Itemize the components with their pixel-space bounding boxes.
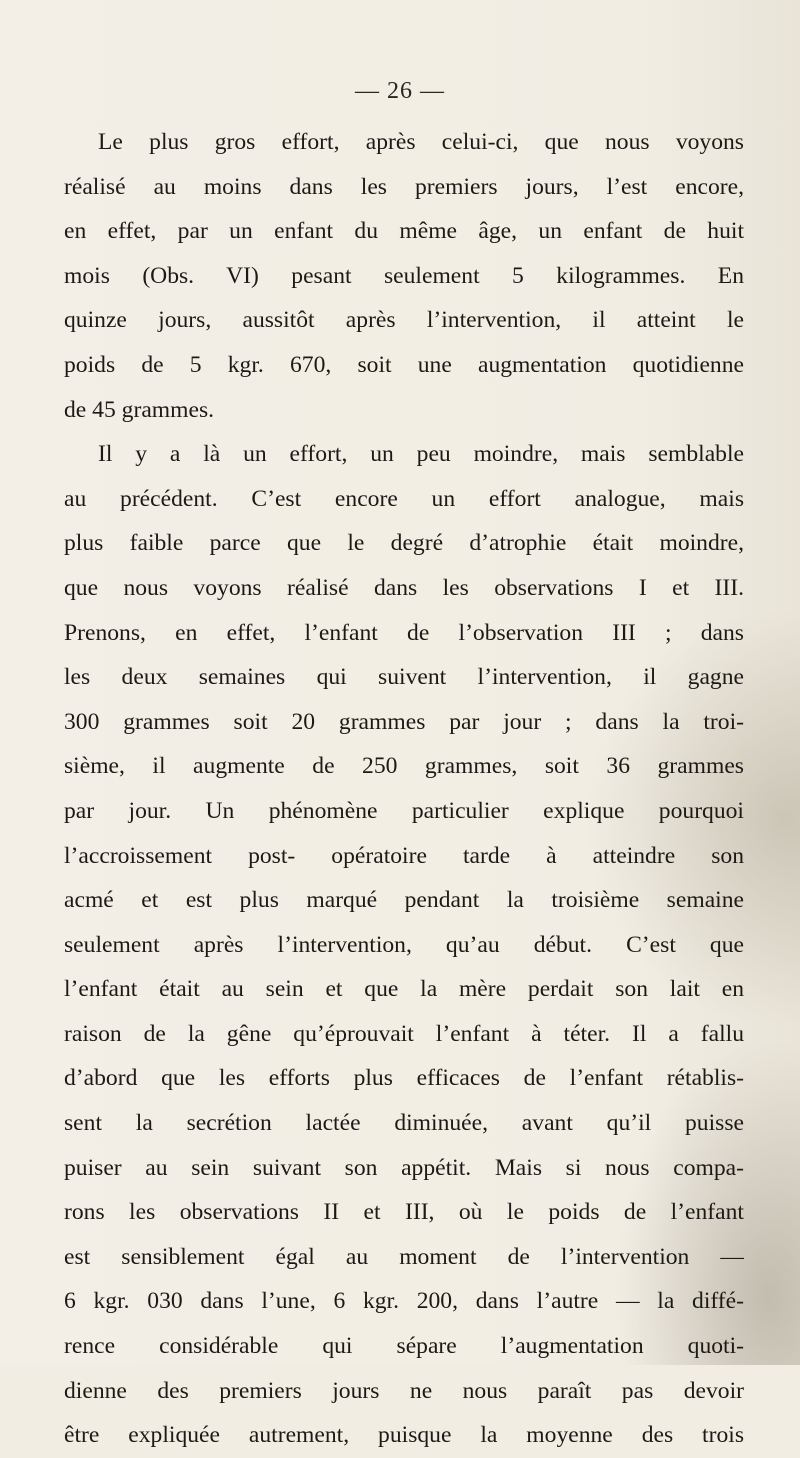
text-line: réalisé au moins dans les premiers jours, l’est encore, (64, 173, 744, 200)
text-line: en effet, par un enfant du même âge, un enfant de huit (64, 218, 744, 245)
text-line: sent la secrétion lactée diminuée, avant qu’il puisse (64, 1110, 744, 1137)
text-line: puiser au sein suivant son appétit. Mais si nous compa- (64, 1154, 744, 1181)
text-line: être expliquée autrement, puisque la moyenne des trois (64, 1422, 744, 1449)
text-line: l’enfant était au sein et que la mère perdait son lait en (64, 976, 744, 1003)
text-line: 6 kgr. 030 dans l’une, 6 kgr. 200, dans l’autre — la diffé- (64, 1288, 744, 1315)
text-line: mois (Obs. VI) pesant seulement 5 kilogrammes. En (64, 262, 744, 289)
text-line: poids de 5 kgr. 670, soit une augmentation quotidienne (64, 351, 744, 378)
text-line: Il y a là un effort, un peu moindre, mais semblable (98, 441, 744, 468)
text-line: sième, il augmente de 250 grammes, soit 36 grammes (64, 753, 744, 780)
text-line: raison de la gêne qu’éprouvait l’enfant à téter. Il a fallu (64, 1020, 744, 1047)
text-line: est sensiblement égal au moment de l’intervention — (64, 1243, 744, 1270)
text-line: plus faible parce que le degré d’atrophie était moindre, (64, 530, 744, 557)
text-line: 300 grammes soit 20 grammes par jour ; dans la troi- (64, 708, 744, 735)
text-line: l’accroissement post- opératoire tarde à atteindre son (64, 842, 744, 869)
page-number: — 26 — (355, 78, 445, 104)
text-line: rence considérable qui sépare l’augmentation quoti- (64, 1333, 744, 1360)
text-line: d’abord que les efforts plus efficaces de l’enfant rétablis- (64, 1065, 744, 1092)
text-line: dienne des premiers jours ne nous paraît pas devoir (64, 1377, 744, 1404)
text-line: acmé et est plus marqué pendant la troisième semaine (64, 887, 744, 914)
paragraph-1 (64, 120, 744, 432)
text-line: les deux semaines qui suivent l’intervention, il gagne (64, 664, 744, 691)
body-text (64, 120, 744, 1458)
text-line: seulement après l’intervention, qu’au début. C’est que (64, 931, 744, 958)
text-line: rons les observations II et III, où le poids de l’enfant (64, 1199, 744, 1226)
text-line: de 45 grammes. (64, 396, 215, 423)
text-line: au précédent. C’est encore un effort analogue, mais (64, 485, 744, 512)
text-line: quinze jours, aussitôt après l’intervention, il atteint le (64, 307, 744, 334)
text-line: par jour. Un phénomène particulier explique pourquoi (64, 797, 744, 824)
paragraph-2 (64, 432, 744, 1458)
text-line: Le plus gros effort, après celui-ci, que nous voyons (98, 129, 744, 155)
text-line: que nous voyons réalisé dans les observations I et III. (64, 574, 744, 601)
text-line: Prenons, en effet, l’enfant de l’observation III ; dans (64, 619, 744, 646)
